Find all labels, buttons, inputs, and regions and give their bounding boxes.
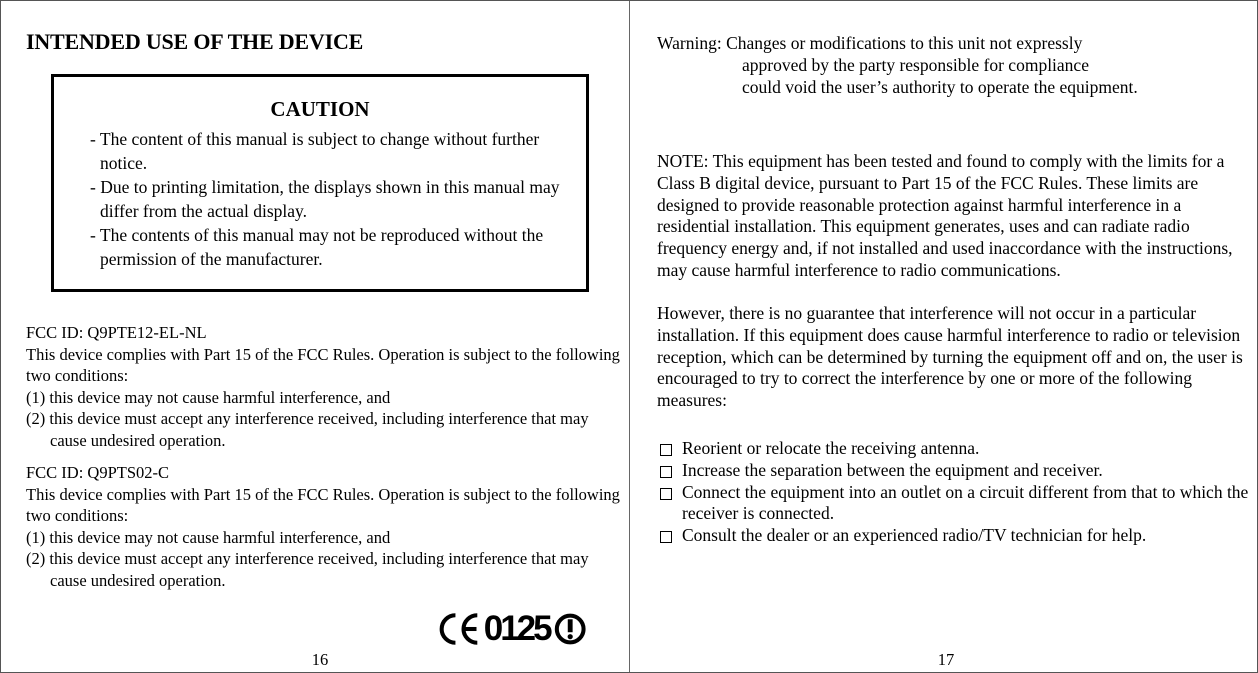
measure-text: Increase the separation between the equipment and receiver. [682,459,1103,480]
note-paragraph: NOTE: This equipment has been tested and found to comply with the limits for a Class B digital device, pursuant to Part 15 of the FCC Rules. These limits are designed to provide reasonable protection against harmful interference in a residential installation. This equipment generates, uses and can radiate radio frequency energy and, if not installed and used inaccordance with the instructions, may cause harmful interference to radio communications. [657,151,1233,280]
caution-list [90,127,590,271]
measure-item [657,460,1257,482]
fcc-note [657,151,1257,282]
page-number: 16 [311,650,329,669]
alert-circle-icon [554,609,586,649]
page-16 [1,1,629,672]
page-17 [630,1,1257,672]
however-block [657,303,1257,412]
warning-label: Warning: [657,33,722,53]
fcc-id: FCC ID: Q9PTE12-EL-NL [26,323,207,342]
fcc-condition: (1) this device may not cause harmful interference, and [26,527,391,547]
caution-box [51,74,589,292]
notified-body-number: 0125 [483,609,550,648]
measure-item [657,525,1257,547]
warning-line: Changes or modifications to this unit not expressly [726,33,1083,53]
measure-text: Connect the equipment into an outlet on a circuit different from that to which the receiver is connected. [682,481,1249,524]
fcc-statement: This device complies with Part 15 of the FCC Rules. Operation is subject to the following two conditions: [26,344,620,385]
warning-line: approved by the party responsible for compliance [742,54,1089,75]
fcc-condition: (2) this device must accept any interference received, including interference that may cause undesired operation. [26,409,589,450]
fcc-condition: (2) this device must accept any interference received, including interference that may cause undesired operation. [26,549,589,590]
measure-item [657,438,1257,460]
caution-item: - Due to printing limitation, the displays shown in this manual may differ from the actual display. [90,177,560,221]
section-heading: INTENDED USE OF THE DEVICE [26,29,364,54]
fcc-statement: This device complies with Part 15 of the FCC Rules. Operation is subject to the following two conditions: [26,484,620,525]
fcc-block [26,322,626,451]
ce-mark [436,607,586,651]
checkbox-square-icon [660,488,672,500]
measure-item [657,482,1257,526]
fcc-condition: (1) this device may not cause harmful interference, and [26,387,391,407]
caution-title: CAUTION [270,97,370,121]
measure-text: Reorient or relocate the receiving antenna. [682,438,980,458]
checkbox-square-icon [660,466,672,478]
however-paragraph: However, there is no guarantee that interference will not occur in a particular installation. If this equipment does cause harmful interference to radio or television reception, which can be determined by turning the equipment off and on, the user is encouraged to try to correct the interference by one or more of the following measures: [657,303,1243,411]
caution-item: - The content of this manual is subject to change without further notice. [90,129,540,173]
measures-list [657,438,1257,547]
checkbox-square-icon [660,531,672,543]
fcc-block [26,462,626,591]
measure-text: Consult the dealer or an experienced radio/TV technician for help. [682,525,1147,546]
caution-item: - The contents of this manual may not be reproduced without the permission of the manufacturer. [90,225,544,269]
warning-block [657,33,1257,98]
fcc-id: FCC ID: Q9PTS02-C [26,463,170,482]
warning-line: could void the user’s authority to operate the equipment. [742,76,1138,97]
page-number: 17 [937,650,955,669]
checkbox-square-icon [660,444,672,456]
ce-logo-icon [436,609,480,649]
